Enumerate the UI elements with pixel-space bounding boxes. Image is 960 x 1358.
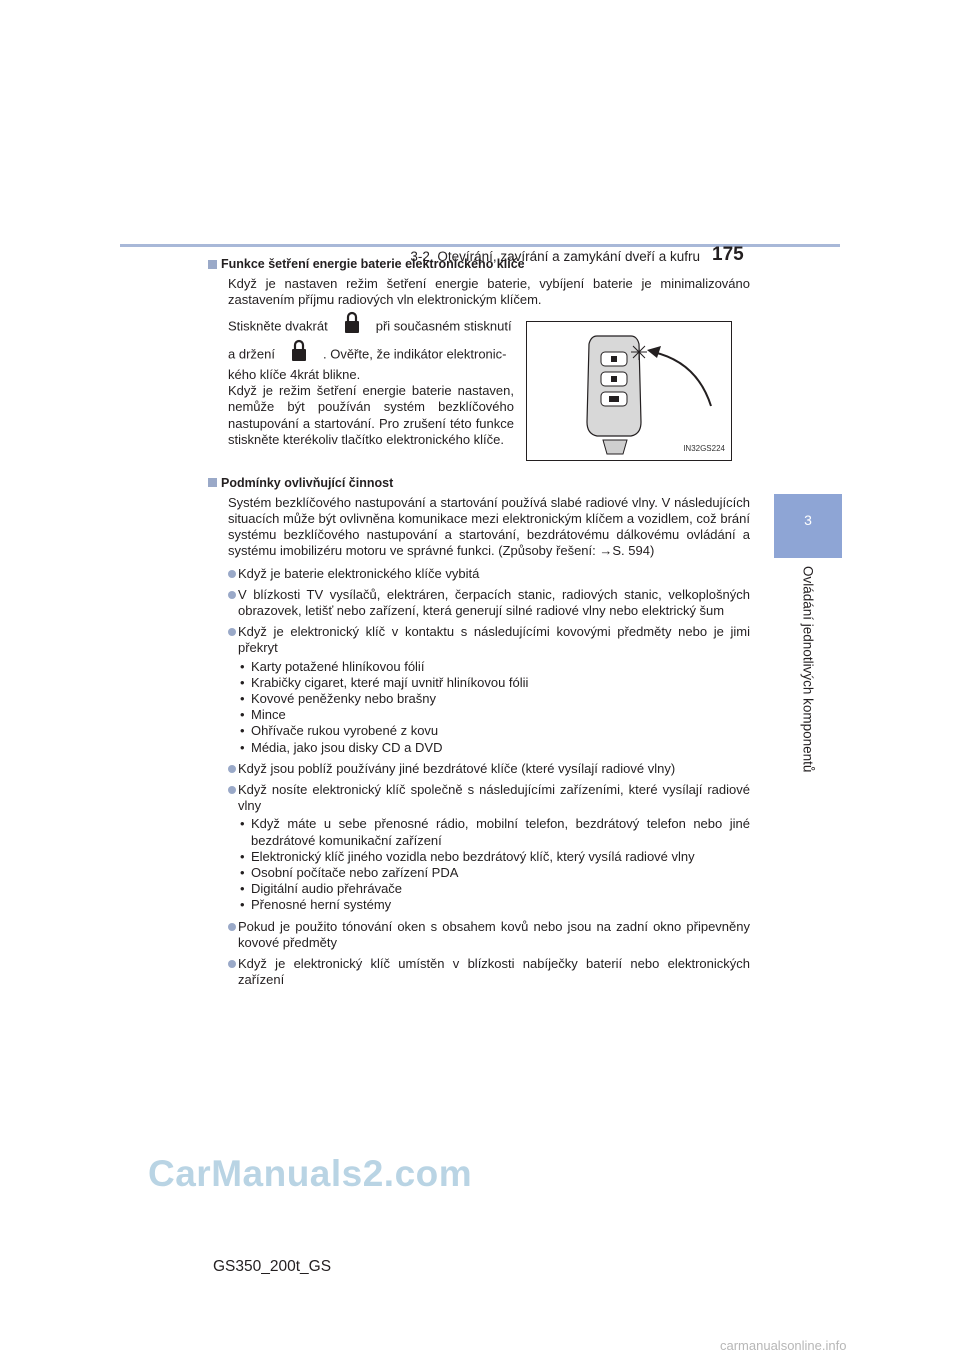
round-bullet-icon xyxy=(228,786,236,794)
instruction-line-1: Stiskněte dvakrát při současném stisknutí xyxy=(228,315,514,339)
battery-save-note: Když je režim šetření energie baterie nastaven, nemůže být používán systém bezklíčového nastupování a startování. Pro zrušení této funkce stiskněte kterékoliv tlačítko elektronického klíče. xyxy=(228,383,514,447)
sub-list-item: • Digitální audio přehrávače xyxy=(238,881,750,897)
round-bullet-icon xyxy=(228,628,236,636)
section-header-title: 3-2. Otevírání, zavírání a zamykání dveří a kufru xyxy=(410,249,700,264)
watermark-logo: CarManuals2.com xyxy=(148,1153,473,1194)
sub-list-item: • Mince xyxy=(238,707,750,723)
lock-icon xyxy=(289,339,309,367)
key-fob-icon xyxy=(527,322,731,460)
list-item: Když nosíte elektronický klíč společně s následujícími zařízeními, které vysílají radiové vlny • Když máte u sebe přenosné rádio, mobilní telefon, bezdrátový telefon nebo jiné bezdrátové komunikační zařízení • Elektronický klíč jiného vozidla nebo bezdrátový klíč, který vysílá radiové vlny • Osobní počítače nebo zařízení PDA • Digitální audio přehrávače • Přenosné herní systémy xyxy=(228,782,750,914)
footer-site-text: carmanualsonline.info xyxy=(720,1338,847,1353)
instruction-text xyxy=(228,315,514,448)
sub-list-item: • Přenosné herní systémy xyxy=(238,897,750,913)
chapter-tab: 3 xyxy=(774,494,842,558)
key-fob-illustration xyxy=(526,321,732,461)
round-bullet-icon xyxy=(228,591,236,599)
figure-code: IN32GS224 xyxy=(683,444,725,454)
round-bullet-icon xyxy=(228,923,236,931)
round-bullet-icon xyxy=(228,960,236,968)
round-bullet-icon xyxy=(228,570,236,578)
sub-list-item: • Ohřívače rukou vyrobené z kovu xyxy=(238,723,750,739)
round-bullet-icon xyxy=(228,765,236,773)
section-heading-battery-save: Funkce šetření energie baterie elektronického klíče xyxy=(208,256,750,272)
section-heading-conditions: Podmínky ovlivňující činnost xyxy=(208,475,750,491)
chapter-side-title xyxy=(774,560,842,820)
list-item: Pokud je použito tónování oken s obsahem kovů nebo jsou na zadní okno připevněny kovové předměty xyxy=(228,919,750,951)
battery-save-intro: Když je nastaven režim šetření energie baterie, vybíjení baterie je minimalizováno zastavením příjmu radiových vln elektronickým klíčem. xyxy=(228,276,750,308)
model-code: GS350_200t_GS xyxy=(213,1258,332,1275)
sub-list xyxy=(238,816,750,913)
page-content xyxy=(212,256,750,994)
lock-icon xyxy=(342,311,362,339)
list-item: Když jsou poblíž používány jiné bezdrátové klíče (které vysílají radiové vlny) xyxy=(228,761,750,777)
list-item: V blízkosti TV vysílačů, elektráren, čerpacích stanic, radiových stanic, velkoplošných obrazovek, letišť nebo zařízení, která generují silné radiové vlny nebo elektrický šum xyxy=(228,587,750,619)
sub-list-item: • Krabičky cigaret, které mají uvnitř hliníkovou fólii xyxy=(238,675,750,691)
instruction-line-2: a držení . Ověřte, že indikátor elektronic- xyxy=(228,343,514,367)
square-bullet-icon xyxy=(208,478,217,487)
instruction-line-3: kého klíče 4krát blikne. xyxy=(228,367,361,383)
sub-list-item: • Karty potažené hliníkovou fólií xyxy=(238,659,750,675)
sub-list xyxy=(238,659,750,756)
conditions-list xyxy=(212,566,750,989)
list-item: Když je elektronický klíč umístěn v blízkosti nabíječky baterií nebo elektronických zařízení xyxy=(228,956,750,988)
battery-save-instructions xyxy=(212,315,750,461)
square-bullet-icon xyxy=(208,260,217,269)
sub-list-item: • Média, jako jsou disky CD a DVD xyxy=(238,740,750,756)
list-item: Když je elektronický klíč v kontaktu s následujícími kovovými předměty nebo je jimi překryt • Karty potažené hliníkovou fólií • Krabičky cigaret, které mají uvnitř hliníkovou fólii • Kovové peněženky nebo brašny • Mince • Ohřívače rukou vyrobené z kovu • Média, jako jsou disky CD a DVD xyxy=(228,624,750,756)
sub-list-item: • Elektronický klíč jiného vozidla nebo bezdrátový klíč, který vysílá radiové vlny xyxy=(238,849,750,865)
sub-list-item: • Když máte u sebe přenosné rádio, mobilní telefon, bezdrátový telefon nebo jiné bezdrátové komunikační zařízení xyxy=(238,816,750,848)
page-number: 175 xyxy=(712,244,744,265)
conditions-intro: Systém bezklíčového nastupování a startování používá slabé radiové vlny. V následujících situacích může být ovlivněna komunikace mezi elektronickým klíčem a vozidlem, což brání systému bezklíčového nastupování a startování, bezdrátovému dálkovému ovládání a systému imobilizéru motoru ve správné funkci. (Způsoby řešení: →S. 594) xyxy=(228,494,750,559)
sub-list-item: • Kovové peněženky nebo brašny xyxy=(238,691,750,707)
sub-list-item: • Osobní počítače nebo zařízení PDA xyxy=(238,865,750,881)
list-item: Když je baterie elektronického klíče vybitá xyxy=(228,566,750,582)
chapter-side-label: Ovládání jednotlivých komponentů xyxy=(800,566,816,773)
